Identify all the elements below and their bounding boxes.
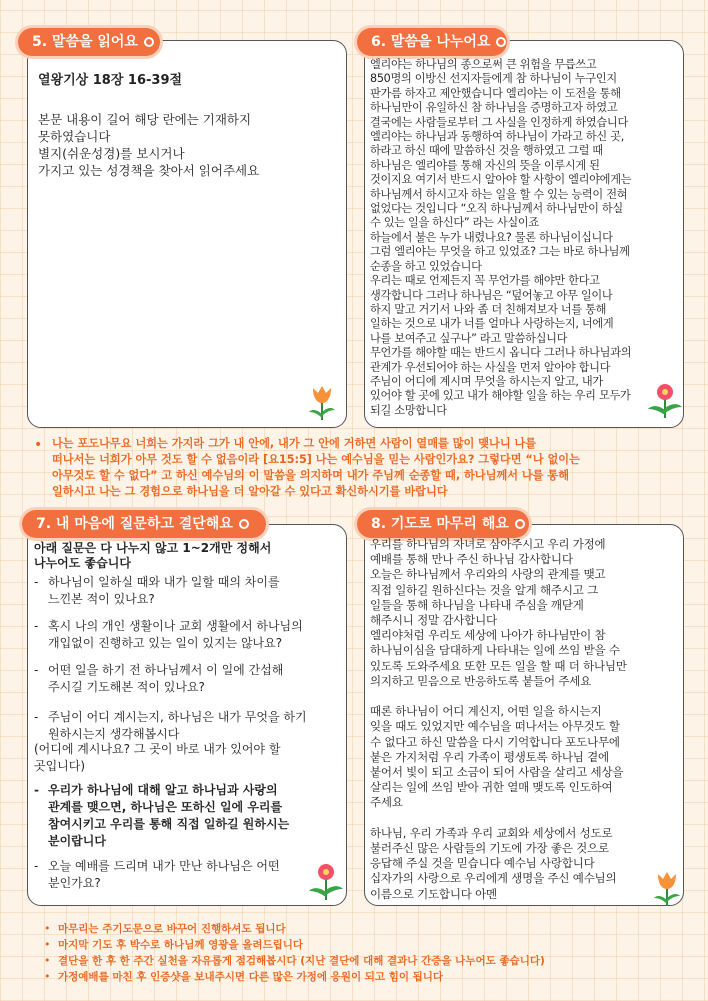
question-item [34, 858, 324, 892]
flower-icon [645, 382, 685, 418]
footer-note: 마지막 기도 후 박수로 하나님께 영광을 올려드립니다 [58, 939, 304, 951]
question-item [34, 662, 344, 696]
question-text: 주님이 어디 계시는지, 하나님은 내가 무엇을 하기 원하시는지 생각해봅시다 [48, 710, 307, 741]
bullet-icon: • [44, 938, 51, 951]
scripture-reference: 열왕기상 18장 16-39절 [38, 73, 183, 88]
footer-note: 가정예배를 마친 후 인증샷을 보내주시면 다른 많은 가정에 응원이 되고 힘이 됩니다 [58, 971, 444, 983]
question-text: 어떤 일을 하기 전 하나님께서 이 일에 간섭해 주시길 기도해본 적이 있나요? [48, 663, 284, 694]
dash: - [34, 710, 39, 724]
section-5-tag [18, 28, 160, 56]
section-7-tag [22, 510, 266, 538]
question-item [34, 574, 344, 608]
ring-icon [144, 37, 154, 47]
section-6-tag-label: 6. 말씀을 나누어요 [371, 34, 491, 50]
ring-icon [515, 519, 525, 529]
question-item [34, 618, 344, 652]
question-item-bold [34, 782, 344, 850]
section-6-body: 엘리야는 하나님의 종으로써 큰 위험을 무릅쓰고 850명의 이방신 선지자들에게 참 하나님이 누구인지 판가름 하자고 제안했습니다 엘리야는 이 도전을 통해 하나님만이 유일하신 참 하나님을 증명하고자 하였고 결국에는 사람들로부터 그 사실을 인정하게 하였습니다 엘리야는 하나님과 동행하여 하나님이 가라고 하신 곳, 하라고 하신 때에 말씀하신 것을 행하였고 그럴 때 하나님은 엘리야를 통해 자신의 뜻을 이루시게 된 것이지요 여기서 반드시 알아야 할 사항이 엘리야에게는 하나님께서 하시고자 하는 일을 할 수 있는 능력이 전혀 없었다는 것입니다 “오직 하나님께서 하나님만이 하실 수 있는 일을 하신다” 라는 사실이죠 하늘에서 불은 누가 내렸나요? 물론 하나님이십니다 그럼 엘리야는 무엇을 하고 있었죠? 그는 바로 하나님께 순종을 하고 있었습니다 우리는 때로 언제든지 꼭 무언가를 해야만 한다고 생각합니다 그러나 하나님은 “덮어놓고 아무 일이나 하지 말고 거기서 나와 좀 더 친해져보자 너를 통해 일하는 것으로 내가 너를 얼마나 사랑하는지, 너에게 나를 보여주고 싶구나” 라고 말씀하십니다 무언가를 해야할 때는 반드시 옵니다 그러나 하나님과의 관계가 우선되어야 하는 사실을 먼저 알아야 합니다 주님이 어디에 계시며 무엇을 하시는지 알고, 내가 있어야 할 곳에 있고 내가 해야할 일을 하는 우리 모두가 되길 소망합니다 [370, 58, 632, 417]
dash: - [34, 575, 39, 589]
tulip-icon [305, 380, 339, 420]
bullet-icon: • [44, 954, 51, 967]
flower-icon [306, 862, 346, 900]
section-5-tag-label: 5. 말씀을 읽어요 [32, 34, 138, 50]
question-text: 오늘 예배를 드리며 내가 만난 하나님은 어떤 분인가요? [48, 859, 280, 890]
middle-note-line-1: 나는 포도나무요 너희는 가지라 그가 내 안에, 내가 그 안에 거하면 사람이 열매를 많이 맺나니 나를 [52, 437, 537, 450]
section-7-tag-label: 7. 내 마음에 질문하고 결단해요 [36, 516, 233, 532]
section-5-card [27, 40, 347, 428]
tulip-icon [650, 866, 684, 906]
middle-note-line-3: 아무것도 할 수 없다” 고 하신 예수님의 이 말씀을 의지하며 내가 주님께 순종할 때, 하나님께서 나를 통해 [52, 469, 570, 482]
section-8-tag-label: 8. 기도로 마무리 해요 [371, 516, 509, 532]
bullet-icon: • [44, 922, 51, 935]
footer-note: 결단을 한 후 한 주간 실천을 자유롭게 점검해봅시다 (지난 결단에 대해 결과나 간증을 나누어도 좋습니다) [58, 955, 545, 967]
section-6-tag [357, 28, 507, 56]
question-item [34, 709, 344, 743]
section-5-body: 본문 내용이 길어 해당 란에는 기재하지 못하였습니다 별지(쉬운성경)를 보시거나 가지고 있는 성경책을 찾아서 읽어주세요 [38, 112, 260, 178]
ring-icon [239, 519, 249, 529]
section-7-note: (어디에 계시나요? 그 곳이 바로 내가 있어야 할 곳입니다) [34, 742, 281, 773]
question-text: 하나님이 일하실 때와 내가 일할 때의 차이를 느낀본 적이 있나요? [48, 575, 280, 606]
section-7-intro: 아래 질문은 다 나누지 않고 1~2개만 정해서 나누어도 좋습니다 [34, 541, 272, 570]
middle-note-line-4: 일하시고 나는 그 경험으로 하나님을 더 알아갈 수 있다고 확신하시기를 바랍니다 [52, 485, 448, 498]
bullet-icon: • [34, 437, 43, 453]
footer-note: 마무리는 주기도문으로 바꾸어 진행하셔도 됩니다 [58, 923, 286, 935]
dash: - [34, 619, 39, 633]
dash: - [34, 663, 39, 677]
section-8-tag [357, 510, 529, 538]
ring-icon [496, 37, 506, 47]
question-text: 혹시 나의 개인 생활이나 교회 생활에서 하나님의 개입없이 진행하고 있는 일이 있지는 않나요? [48, 619, 303, 650]
bullet-icon: • [44, 970, 51, 983]
dash: - [34, 859, 39, 873]
middle-note-line-2: 떠나서는 너희가 아무 것도 할 수 없음이라 [요15:5] 나는 예수님을 믿는 사람인가요? 그렇다면 “나 없이는 [52, 453, 580, 466]
dash: - [34, 783, 39, 797]
question-text: 우리가 하나님에 대해 알고 하나님과 사랑의 관계를 맺으면, 하나님은 또하신 일에 우리를 참여시키고 우리를 통해 직접 일하길 원하시는 분이랍니다 [48, 783, 290, 848]
section-8-body: 우리를 하나님의 자녀로 삼아주시고 우리 가정에 예배를 통해 만나 주신 하나님 감사합니다 오늘은 하나님께서 우리와의 사랑의 관계를 맺고 직접 일하길 원하신다는 것을 알게 해주시고 그 일들을 통해 하나님을 나타내 주심을 깨닫게 해주시니 정말 감사합니다 엘리야처럼 우리도 세상에 나아가 하나님만이 참 하나님이심을 담대하게 나타내는 일에 쓰임 받을 수 있도록 도와주세요 또한 모든 일을 할 때 더 하나님만 의지하고 믿음으로 반응하도록 붙들어 주세요 때론 하나님이 어디 계신지, 어떤 일을 하시는지 잊을 때도 있었지만 예수님을 떠나서는 아무것도 할 수 없다고 하신 말씀을 다시 기억합니다 포도나무에 붙은 가지처럼 우리 가족이 평생토록 하나님 곁에 붙어서 빛이 되고 소금이 되어 사람을 살리고 세상을 살리는 일에 쓰임 받아 귀한 열매 맺도록 인도하여 주세요 하나님, 우리 가족과 우리 교회와 세상에서 성도로 불러주신 많은 사람들의 기도에 가장 좋은 것으로 응답해 주실 것을 믿습니다 예수님 사랑합니다 십자가의 사랑으로 우리에게 생명을 주신 예수님의 이름으로 기도합니다 아멘 [370, 537, 627, 901]
